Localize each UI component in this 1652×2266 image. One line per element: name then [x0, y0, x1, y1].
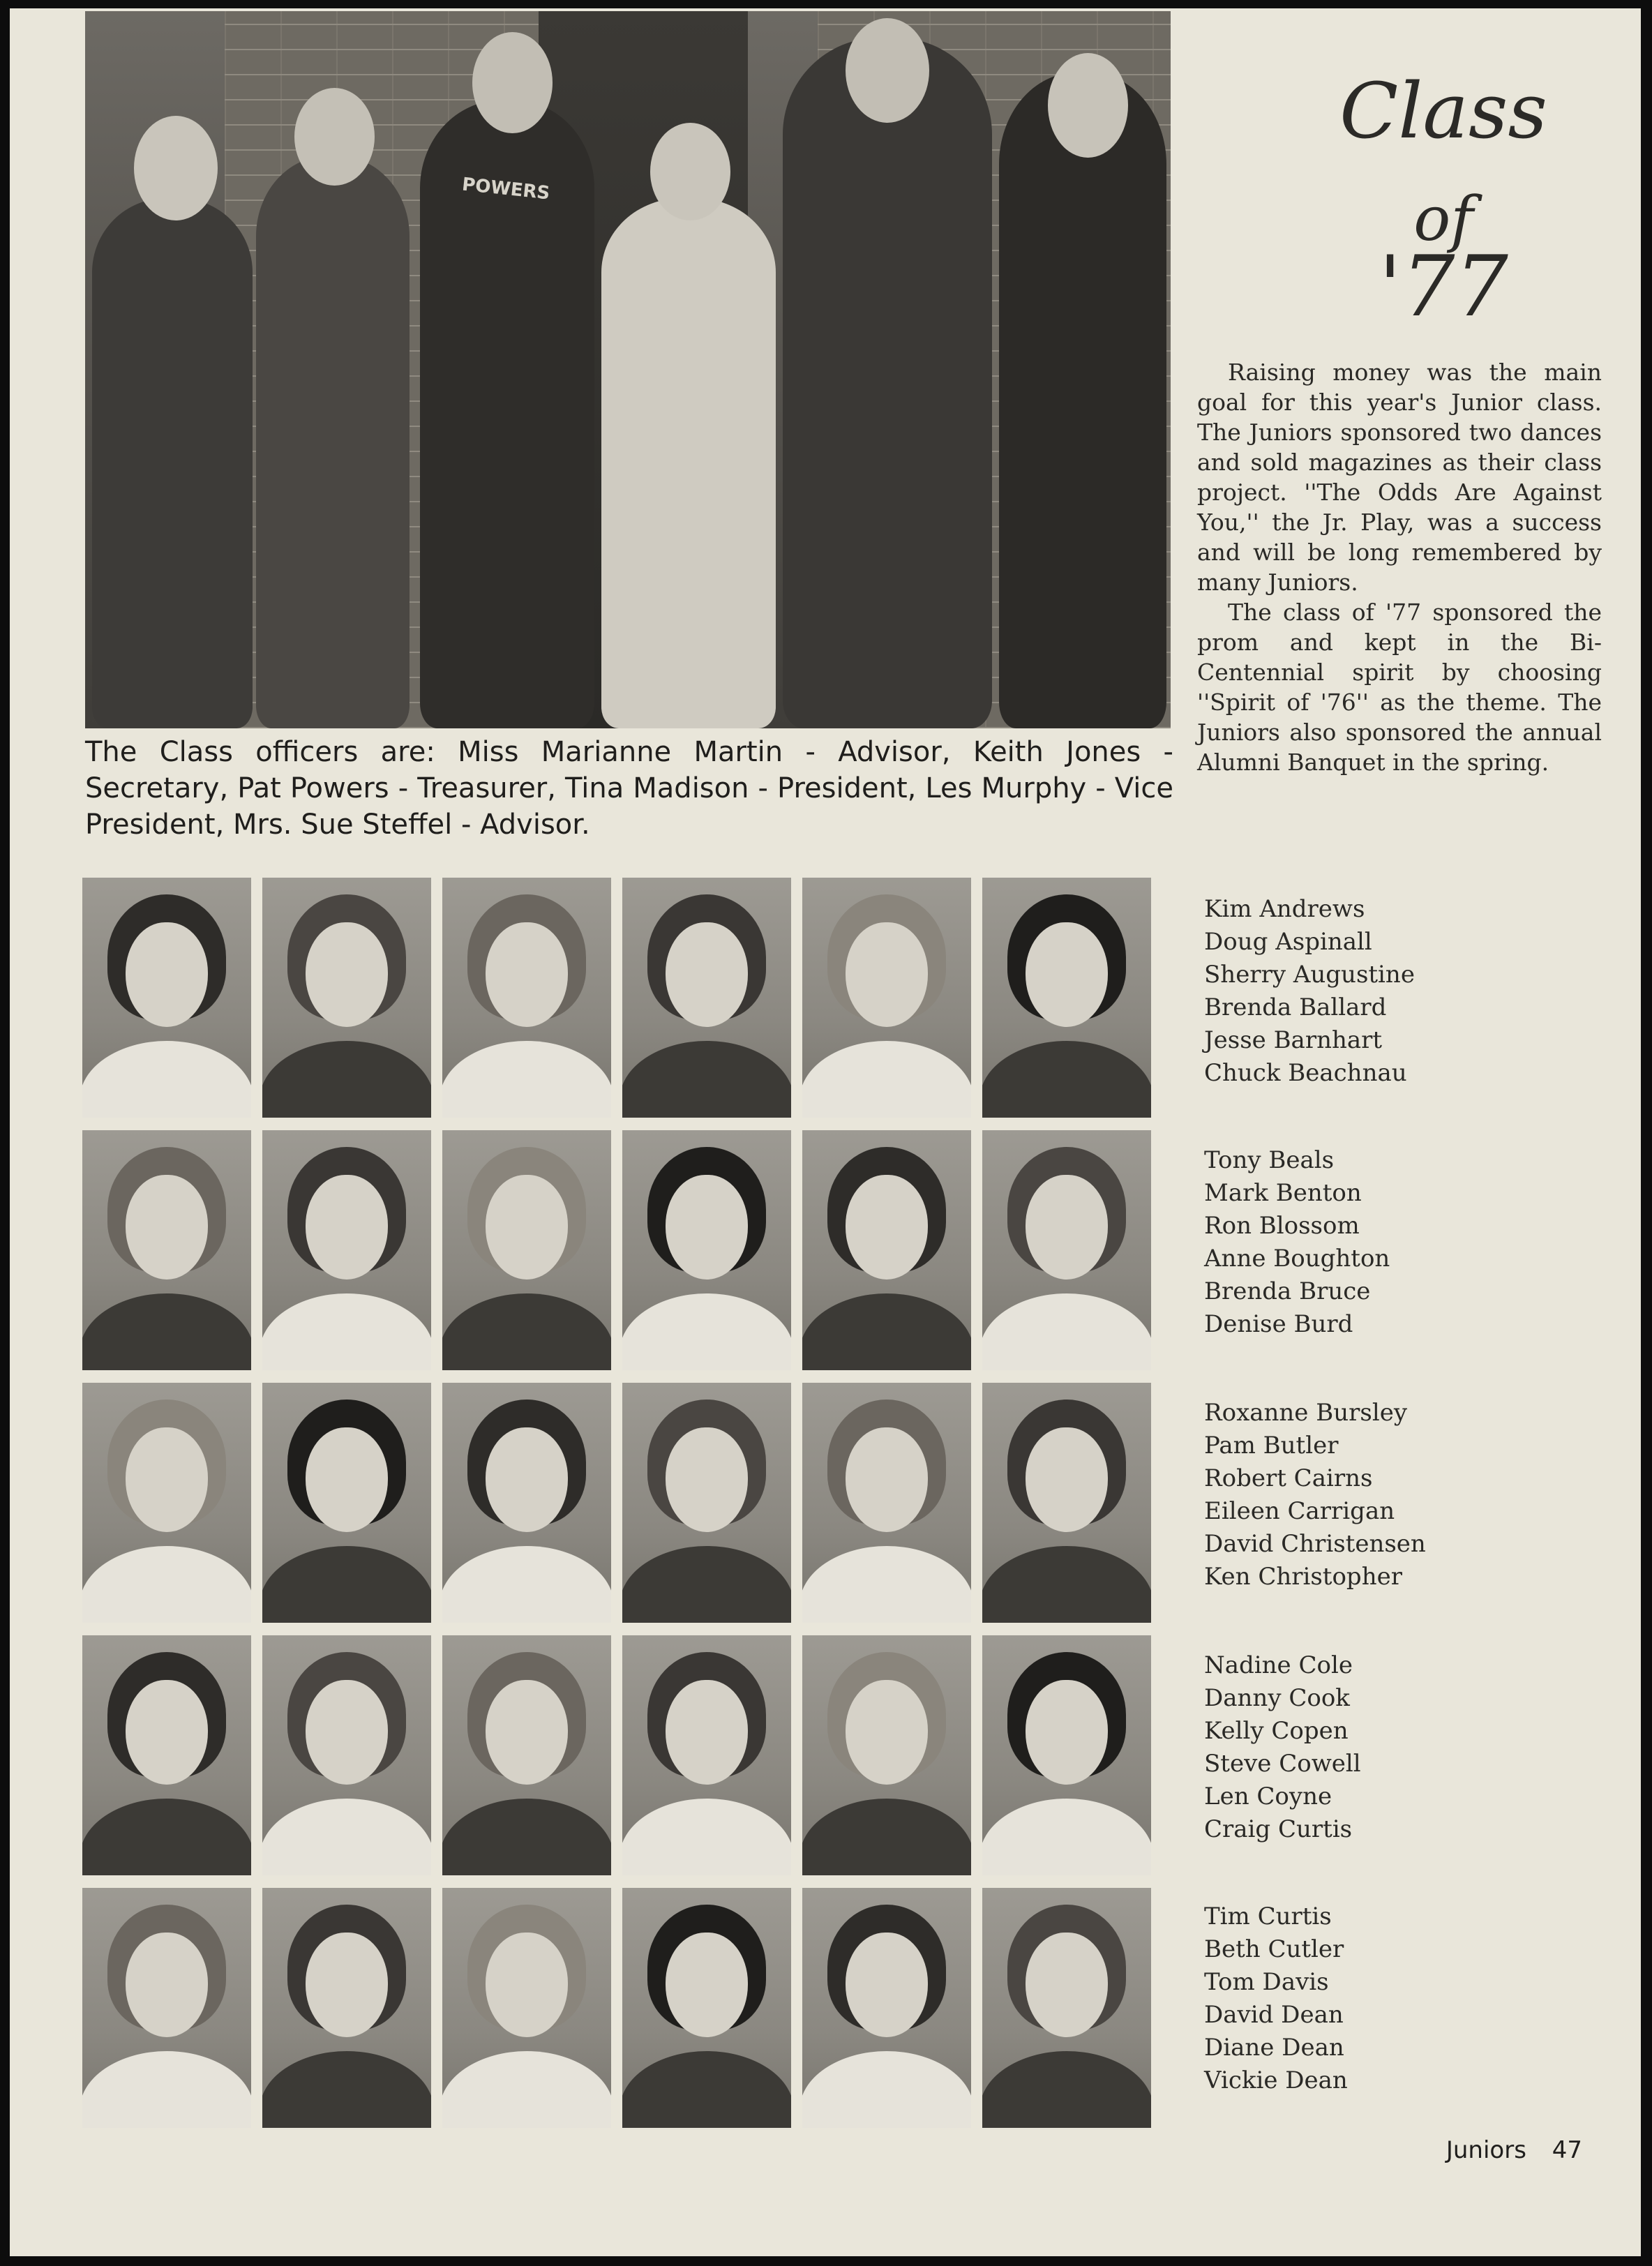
names-row-4 [1204, 1649, 1361, 1846]
portrait-shoulders [622, 1799, 791, 1875]
student-portrait [802, 1130, 971, 1370]
portrait-face [846, 1933, 928, 2037]
student-name: Denise Burd [1204, 1310, 1353, 1338]
student-name: Doug Aspinall [1204, 928, 1372, 956]
photo-shirt-text: POWERS [460, 174, 551, 204]
portrait-face [1026, 1933, 1108, 2037]
portrait-shoulders [262, 1293, 431, 1370]
student-name: Sherry Augustine [1204, 961, 1415, 989]
portrait-face [126, 1427, 208, 1532]
portrait-shoulders [442, 1293, 611, 1370]
portrait-shoulders [622, 1546, 791, 1623]
photo-person-1 [92, 198, 253, 728]
student-portrait [82, 1130, 251, 1370]
student-name: Len Coyne [1204, 1783, 1332, 1810]
class-story [1197, 357, 1602, 777]
portrait-shoulders [802, 1799, 971, 1875]
student-name: Kim Andrews [1204, 895, 1365, 923]
photo-person-6-head [1048, 53, 1128, 158]
student-name: David Christensen [1204, 1530, 1426, 1558]
student-name: Mark Benton [1204, 1179, 1362, 1207]
portrait-face [666, 922, 748, 1027]
student-portrait [82, 1888, 251, 2128]
student-portrait [442, 1635, 611, 1875]
photo-person-2-head [294, 88, 375, 186]
portrait-face [846, 1680, 928, 1785]
portrait-shoulders [982, 1546, 1151, 1623]
portrait-face [1026, 1175, 1108, 1280]
portrait-face [1026, 1680, 1108, 1785]
portrait-face [126, 1933, 208, 2037]
student-portrait [982, 1130, 1151, 1370]
portrait-shoulders [262, 1799, 431, 1875]
student-name: Brenda Ballard [1204, 993, 1387, 1021]
portrait-shoulders [802, 1293, 971, 1370]
student-portrait [262, 1635, 431, 1875]
student-portrait [622, 1888, 791, 2128]
portrait-face [486, 1933, 568, 2037]
photo-person-2 [256, 156, 410, 728]
portrait-face [306, 1427, 388, 1532]
student-portrait [442, 878, 611, 1118]
photo-person-6 [999, 73, 1166, 728]
portrait-face [846, 1175, 928, 1280]
student-name: Nadine Cole [1204, 1651, 1353, 1679]
portrait-shoulders [442, 2051, 611, 2128]
student-name: Roxanne Bursley [1204, 1399, 1408, 1427]
portrait-row-5 [82, 1888, 1171, 2140]
portrait-shoulders [82, 1799, 251, 1875]
student-name: Craig Curtis [1204, 1815, 1353, 1843]
student-portrait [982, 1383, 1151, 1623]
portrait-face [486, 1427, 568, 1532]
photo-person-5-head [846, 18, 929, 123]
photo-person-5 [783, 38, 992, 728]
portrait-face [666, 1175, 748, 1280]
photo-person-4-head [650, 123, 730, 220]
student-portrait [622, 1130, 791, 1370]
portrait-shoulders [622, 1293, 791, 1370]
portrait-row-3 [82, 1383, 1171, 1635]
portrait-shoulders [442, 1799, 611, 1875]
heading-year: '77 [1379, 239, 1508, 336]
student-name: David Dean [1204, 2001, 1344, 2029]
names-row-3 [1204, 1397, 1426, 1593]
portrait-face [126, 1680, 208, 1785]
student-portrait [82, 878, 251, 1118]
portrait-grid [82, 878, 1171, 2140]
portrait-face [846, 922, 928, 1027]
portrait-shoulders [802, 1041, 971, 1118]
student-portrait [982, 1635, 1151, 1875]
student-name: Steve Cowell [1204, 1750, 1361, 1778]
student-name: Tony Beals [1204, 1146, 1335, 1174]
names-row-5 [1204, 1900, 1348, 2097]
portrait-shoulders [82, 1546, 251, 1623]
names-row-2 [1204, 1144, 1390, 1341]
student-name: Ken Christopher [1204, 1563, 1402, 1591]
portrait-shoulders [802, 1546, 971, 1623]
student-portrait [262, 1888, 431, 2128]
student-portrait [442, 1130, 611, 1370]
student-portrait [622, 878, 791, 1118]
student-portrait [802, 1888, 971, 2128]
portrait-shoulders [622, 1041, 791, 1118]
portrait-face [1026, 922, 1108, 1027]
portrait-shoulders [442, 1041, 611, 1118]
yearbook-page [10, 8, 1641, 2256]
portrait-shoulders [82, 2051, 251, 2128]
student-name: Diane Dean [1204, 2034, 1344, 2062]
portrait-row-4 [82, 1635, 1171, 1888]
portrait-shoulders [982, 1041, 1151, 1118]
student-portrait [442, 1383, 611, 1623]
student-name: Brenda Bruce [1204, 1277, 1371, 1305]
officers-caption: The Class officers are: Miss Marianne Martin - Advisor, Keith Jones - Secretary, Pat Powers - Treasurer, Tina Madison - President, Les Murphy - Vice President, Mrs. Sue Steffel - Advisor. [85, 736, 1173, 841]
student-portrait [982, 878, 1151, 1118]
student-portrait [442, 1888, 611, 2128]
portrait-face [666, 1680, 748, 1785]
portrait-row-2 [82, 1130, 1171, 1383]
section-label: Juniors [1446, 2136, 1526, 2164]
student-name: Kelly Copen [1204, 1717, 1349, 1745]
portrait-shoulders [982, 1799, 1151, 1875]
portrait-face [126, 922, 208, 1027]
portrait-shoulders [982, 2051, 1151, 2128]
portrait-face [666, 1427, 748, 1532]
portrait-face [486, 922, 568, 1027]
portrait-shoulders [82, 1293, 251, 1370]
portrait-face [846, 1427, 928, 1532]
photo-person-1-head [134, 116, 218, 220]
student-portrait [622, 1635, 791, 1875]
class-officers-photo [85, 11, 1171, 728]
portrait-face [306, 922, 388, 1027]
portrait-shoulders [82, 1041, 251, 1118]
student-portrait [262, 1383, 431, 1623]
student-portrait [802, 878, 971, 1118]
portrait-shoulders [262, 1041, 431, 1118]
student-name: Pam Butler [1204, 1432, 1339, 1460]
portrait-face [306, 1933, 388, 2037]
heading-class: Class [1339, 66, 1547, 156]
story-paragraph-2: The class of '77 sponsored the prom and kept in the Bi-Centennial spirit by choosing ''Spirit of '76'' as the theme. The Juniors also sponsored the annual Alumni Banquet in the spring. [1197, 599, 1602, 776]
portrait-shoulders [262, 1546, 431, 1623]
student-name: Tim Curtis [1204, 1903, 1332, 1930]
portrait-face [126, 1175, 208, 1280]
portrait-face [306, 1175, 388, 1280]
student-name: Danny Cook [1204, 1684, 1350, 1712]
story-paragraph-1: Raising money was the main goal for this year's Junior class. The Juniors sponsored two dances and sold magazines as their class project. ''The Odds Are Against You,'' the Jr. Play, was a success and will be long remembered by many Juniors. [1197, 359, 1602, 596]
student-portrait [622, 1383, 791, 1623]
photo-person-3-head [472, 32, 553, 133]
portrait-face [666, 1933, 748, 2037]
student-portrait [82, 1383, 251, 1623]
portrait-face [306, 1680, 388, 1785]
student-name: Eileen Carrigan [1204, 1497, 1395, 1525]
student-name: Vickie Dean [1204, 2066, 1348, 2094]
student-portrait [982, 1888, 1151, 2128]
student-name: Beth Cutler [1204, 1935, 1344, 1963]
student-portrait [82, 1635, 251, 1875]
portrait-face [486, 1680, 568, 1785]
student-portrait [802, 1635, 971, 1875]
portrait-shoulders [802, 2051, 971, 2128]
student-name: Anne Boughton [1204, 1245, 1390, 1273]
student-name: Ron Blossom [1204, 1212, 1360, 1240]
student-name: Chuck Beachnau [1204, 1059, 1407, 1087]
student-portrait [262, 878, 431, 1118]
portrait-face [1026, 1427, 1108, 1532]
portrait-shoulders [442, 1546, 611, 1623]
page-footer [1446, 2136, 1582, 2164]
portrait-shoulders [622, 2051, 791, 2128]
student-portrait [262, 1130, 431, 1370]
portrait-shoulders [262, 2051, 431, 2128]
portrait-row-1 [82, 878, 1171, 1130]
names-row-1 [1204, 893, 1415, 1090]
portrait-shoulders [982, 1293, 1151, 1370]
student-name: Tom Davis [1204, 1968, 1329, 1996]
student-portrait [802, 1383, 971, 1623]
heading-of: of [1413, 183, 1473, 255]
student-name: Robert Cairns [1204, 1464, 1373, 1492]
photo-person-4 [601, 198, 776, 728]
portrait-face [486, 1175, 568, 1280]
student-name: Jesse Barnhart [1204, 1026, 1383, 1054]
page-number: 47 [1552, 2136, 1582, 2164]
